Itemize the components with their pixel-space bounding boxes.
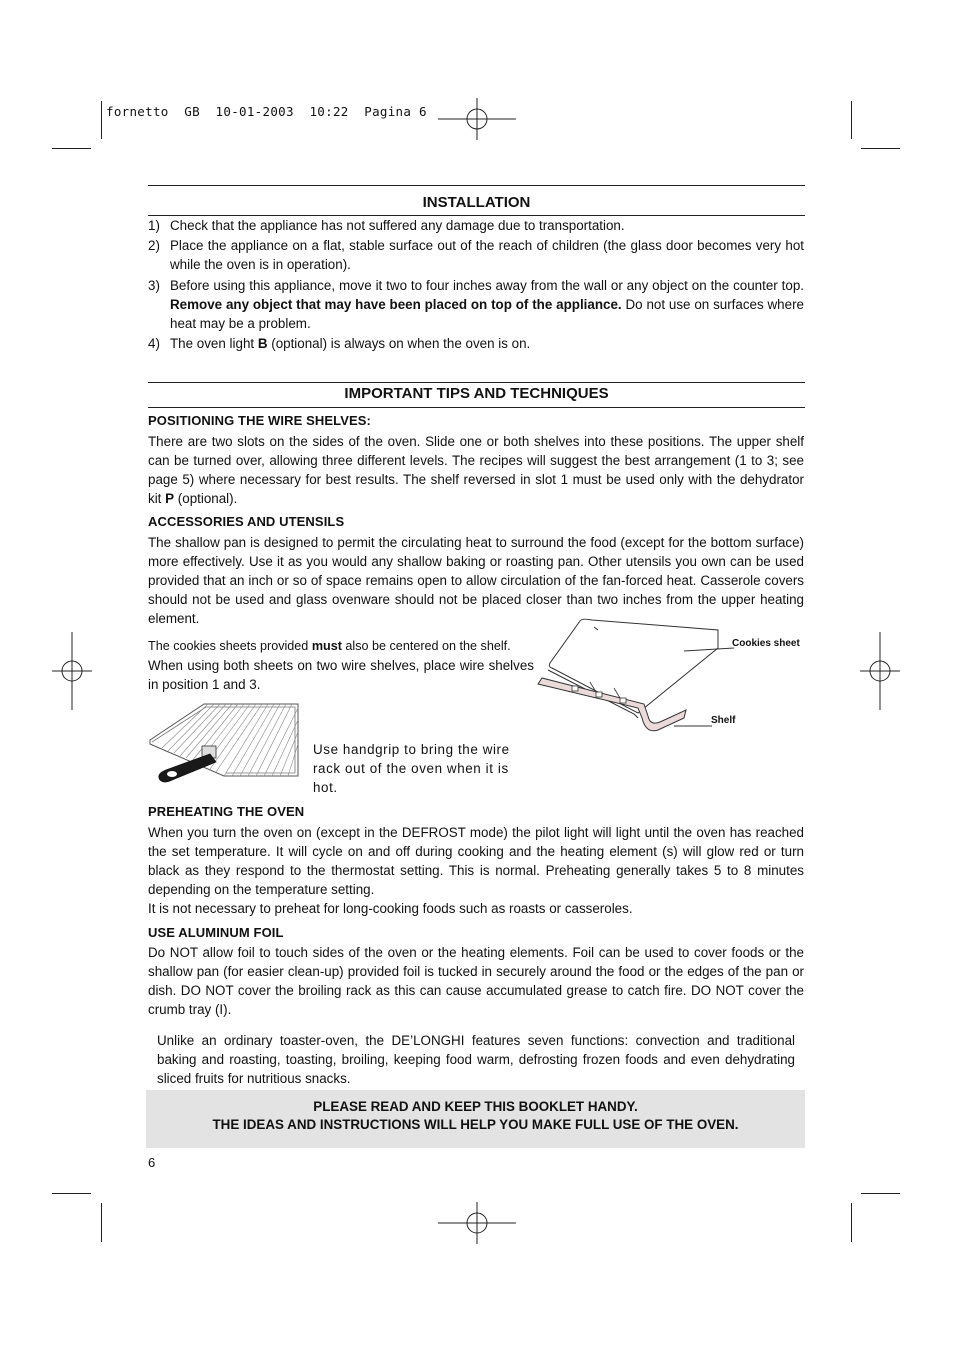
list-item bbox=[148, 334, 804, 353]
paragraph-foil: Do NOT allow foil to touch sides of the oven or the heating elements. Foil can be used to cover foods or the shallow pan (for easier clean-up) provided foil is tucked in securely around the food or the edges of the pan or dish. DO NOT cover the broiling rack as this can cause accumulated grease to catch fire. DO NOT cover the crumb tray (I). bbox=[148, 945, 804, 1017]
intro-paragraph: Unlike an ordinary toaster-oven, the DE’LONGHI features seven functions: convection and traditional baking and roasting, toasting, broiling, keeping food warm, defrosting frozen foods and even dehydrating sliced fruits for nutritious snacks. bbox=[157, 1033, 795, 1086]
list-item bbox=[148, 216, 804, 235]
label-cookies-sheet: Cookies sheet bbox=[732, 638, 800, 649]
crop-mark bbox=[861, 1193, 900, 1194]
crop-mark bbox=[861, 148, 900, 149]
crop-mark bbox=[851, 1203, 852, 1242]
list-number: 4) bbox=[148, 336, 160, 351]
registration-mark-bottom-icon bbox=[438, 1202, 516, 1244]
paragraph-accessories: The shallow pan is designed to permit the circulating heat to surround the food (except for the bottom surface) more effectively. Use it as you would any shallow baking or roasting pan. Other utensils you own can be used provided that an inch or so of space remains open to allow circulation of the fan-forced heat. Casserole covers should not be used and glass ovenware should not be placed closer than two inches from the upper heating element. bbox=[148, 535, 804, 626]
notice-box bbox=[146, 1090, 805, 1148]
subheading-positioning: POSITIONING THE WIRE SHELVES: bbox=[148, 413, 371, 428]
print-slug: fornetto GB 10-01-2003 10:22 Pagina 6 bbox=[106, 104, 427, 119]
cookies-sheet-note: The cookies sheets provided must also be centered on the shelf. bbox=[148, 639, 511, 653]
crop-mark bbox=[101, 1203, 102, 1242]
section-heading-installation: INSTALLATION bbox=[422, 194, 531, 211]
rule bbox=[148, 407, 805, 408]
list-number: 2) bbox=[148, 238, 160, 253]
crop-mark bbox=[851, 101, 852, 139]
cookie-sheet-illustration bbox=[534, 618, 734, 744]
section-heading-tips: IMPORTANT TIPS AND TECHNIQUES bbox=[344, 385, 609, 402]
notice-line-2: THE IDEAS AND INSTRUCTIONS WILL HELP YOU MAKE FULL USE OF THE OVEN. bbox=[212, 1117, 739, 1132]
list-number: 3) bbox=[148, 278, 160, 293]
registration-mark-right-icon bbox=[860, 632, 900, 710]
list-text: Before using this appliance, move it two to four inches away from the wall or any object on the counter top. Remove any object that may have been placed on top of the appliance. Do not use on surfaces where heat may be a problem. bbox=[170, 278, 804, 331]
rule bbox=[148, 382, 805, 383]
crop-mark bbox=[52, 148, 91, 149]
subheading-foil: USE ALUMINUM FOIL bbox=[148, 925, 284, 940]
paragraph-positioning: There are two slots on the sides of the oven. Slide one or both shelves into these positions. The upper shelf can be turned over, allowing three different levels. The recipes will suggest the best arrangement (1 to 3; see page 5) where necessary for best results. The shelf reversed in slot 1 must be used only with the dehydrator kit P (optional). bbox=[148, 434, 804, 506]
paragraph-preheating-2: It is not necessary to preheat for long-cooking foods such as roasts or casseroles. bbox=[148, 901, 633, 916]
paragraph-preheating: When you turn the oven on (except in the DEFROST mode) the pilot light will light until the oven has reached the set temperature. It will cycle on and off during cooking and the heating element (s) will glow red or turn black as they respond to the thermostat setting. This is normal. Preheating generally takes 5 to 8 minutes depending on the temperature setting. bbox=[148, 825, 804, 897]
label-shelf: Shelf bbox=[711, 715, 736, 726]
list-text: The oven light B (optional) is always on when the oven is on. bbox=[170, 336, 531, 351]
list-text: Check that the appliance has not suffered any damage due to transportation. bbox=[170, 218, 625, 233]
subheading-preheating: PREHEATING THE OVEN bbox=[148, 804, 305, 819]
list-text: Place the appliance on a flat, stable surface out of the reach of children (the glass door becomes very hot while the oven is in operation). bbox=[170, 238, 804, 272]
wire-rack-illustration bbox=[148, 700, 302, 784]
notice-line-1: PLEASE READ AND KEEP THIS BOOKLET HANDY. bbox=[313, 1099, 638, 1114]
two-sheets-note: When using both sheets on two wire shelves, place wire shelves in position 1 and 3. bbox=[148, 658, 534, 692]
registration-mark-top-icon bbox=[438, 98, 516, 140]
list-item bbox=[148, 236, 804, 274]
list-item bbox=[148, 276, 804, 333]
crop-mark bbox=[101, 101, 102, 139]
crop-mark bbox=[52, 1193, 91, 1194]
rule bbox=[148, 185, 805, 186]
registration-mark-left-icon bbox=[52, 632, 92, 710]
handgrip-note: Use handgrip to bring the wire rack out of the oven when it is hot. bbox=[313, 742, 510, 795]
subheading-accessories: ACCESSORIES AND UTENSILS bbox=[148, 514, 345, 529]
list-number: 1) bbox=[148, 218, 160, 233]
page-number: 6 bbox=[148, 1155, 156, 1170]
